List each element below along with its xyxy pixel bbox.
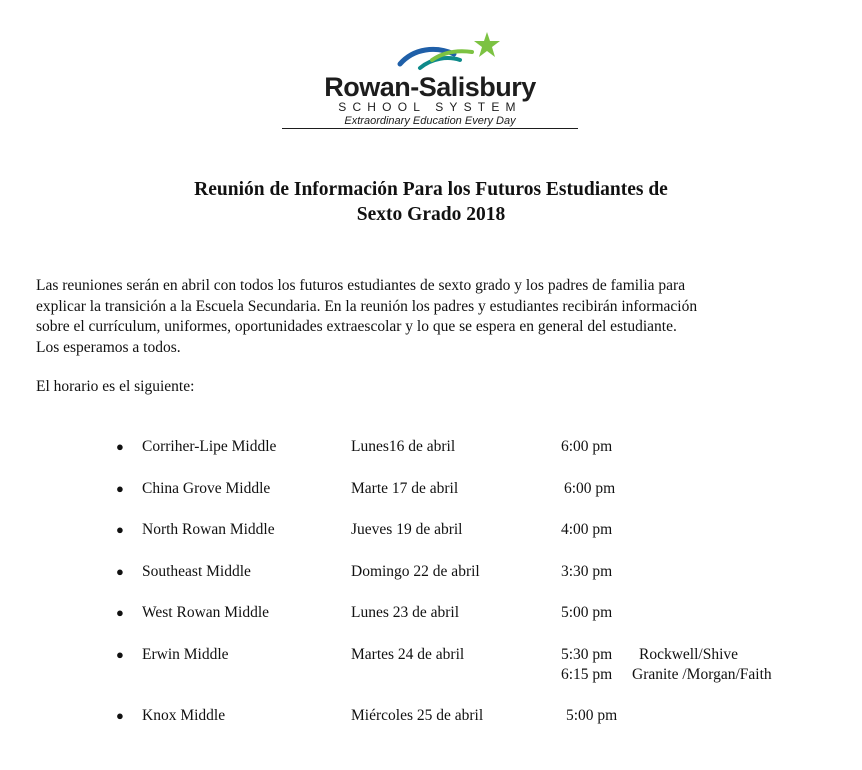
meeting-time-second: 6:15 pm <box>561 666 613 683</box>
page-title-line-2: Sexto Grado 2018 <box>356 204 506 225</box>
bullet-icon: ● <box>116 522 124 537</box>
school-name: Southeast Middle <box>142 563 251 580</box>
school-name: Corriher-Lipe Middle <box>142 438 277 455</box>
meeting-date: Miércoles 25 de abril <box>351 707 484 724</box>
meeting-time: 3:30 pm <box>561 563 613 580</box>
school-logo <box>276 30 586 130</box>
bullet-icon: ● <box>116 647 124 662</box>
bullet-icon: ● <box>116 708 124 723</box>
schedule-label: El horario es el siguiente: <box>36 378 195 395</box>
meeting-date: Lunes 23 de abril <box>351 604 460 621</box>
logo-subtitle: SCHOOL SYSTEM <box>338 100 522 114</box>
meeting-time: 4:00 pm <box>561 521 613 538</box>
meeting-date: Marte 17 de abril <box>351 480 459 497</box>
intro-line: Los esperamos a todos. <box>36 338 181 356</box>
page-title-line-1: Reunión de Información Para los Futuros Estudiantes de <box>194 179 668 200</box>
bullet-icon: ● <box>116 439 124 454</box>
bullet-icon: ● <box>116 481 124 496</box>
meeting-time: 5:00 pm <box>561 604 613 621</box>
meeting-time: 6:00 pm <box>561 438 613 455</box>
intro-line: sobre el currículum, uniformes, oportunidades extraescolar y lo que se espera en general del estudiante. <box>36 318 677 335</box>
school-name: Erwin Middle <box>142 646 229 663</box>
meeting-note-second: Granite /Morgan/Faith <box>632 666 772 683</box>
meeting-time: 6:00 pm <box>564 480 616 497</box>
intro-line: explicar la transición a la Escuela Secundaria. En la reunión los padres y estudiantes recibirán información <box>36 297 698 315</box>
school-name: Knox Middle <box>142 707 226 724</box>
meeting-date: Domingo 22 de abril <box>351 563 480 580</box>
logo-swoosh-star-icon <box>392 30 502 76</box>
meeting-date: Jueves 19 de abril <box>351 521 463 538</box>
meeting-note: Rockwell/Shive <box>639 646 739 663</box>
bullet-icon: ● <box>116 564 124 579</box>
meeting-date: Martes 24 de abril <box>351 646 465 663</box>
logo-name: Rowan-Salisbury <box>324 72 536 102</box>
intro-line: Las reuniones serán en abril con todos los futuros estudiantes de sexto grado y los padres de familia para <box>36 277 686 294</box>
meeting-time: 5:30 pm <box>561 646 613 663</box>
school-name: China Grove Middle <box>142 480 271 497</box>
meeting-date: Lunes16 de abril <box>351 438 456 455</box>
school-name: West Rowan Middle <box>142 604 270 621</box>
school-name: North Rowan Middle <box>142 521 275 538</box>
meeting-time: 5:00 pm <box>566 707 618 724</box>
intro-paragraph <box>36 276 836 358</box>
bullet-icon: ● <box>116 605 124 620</box>
logo-tagline: Extraordinary Education Every Day <box>282 114 578 129</box>
